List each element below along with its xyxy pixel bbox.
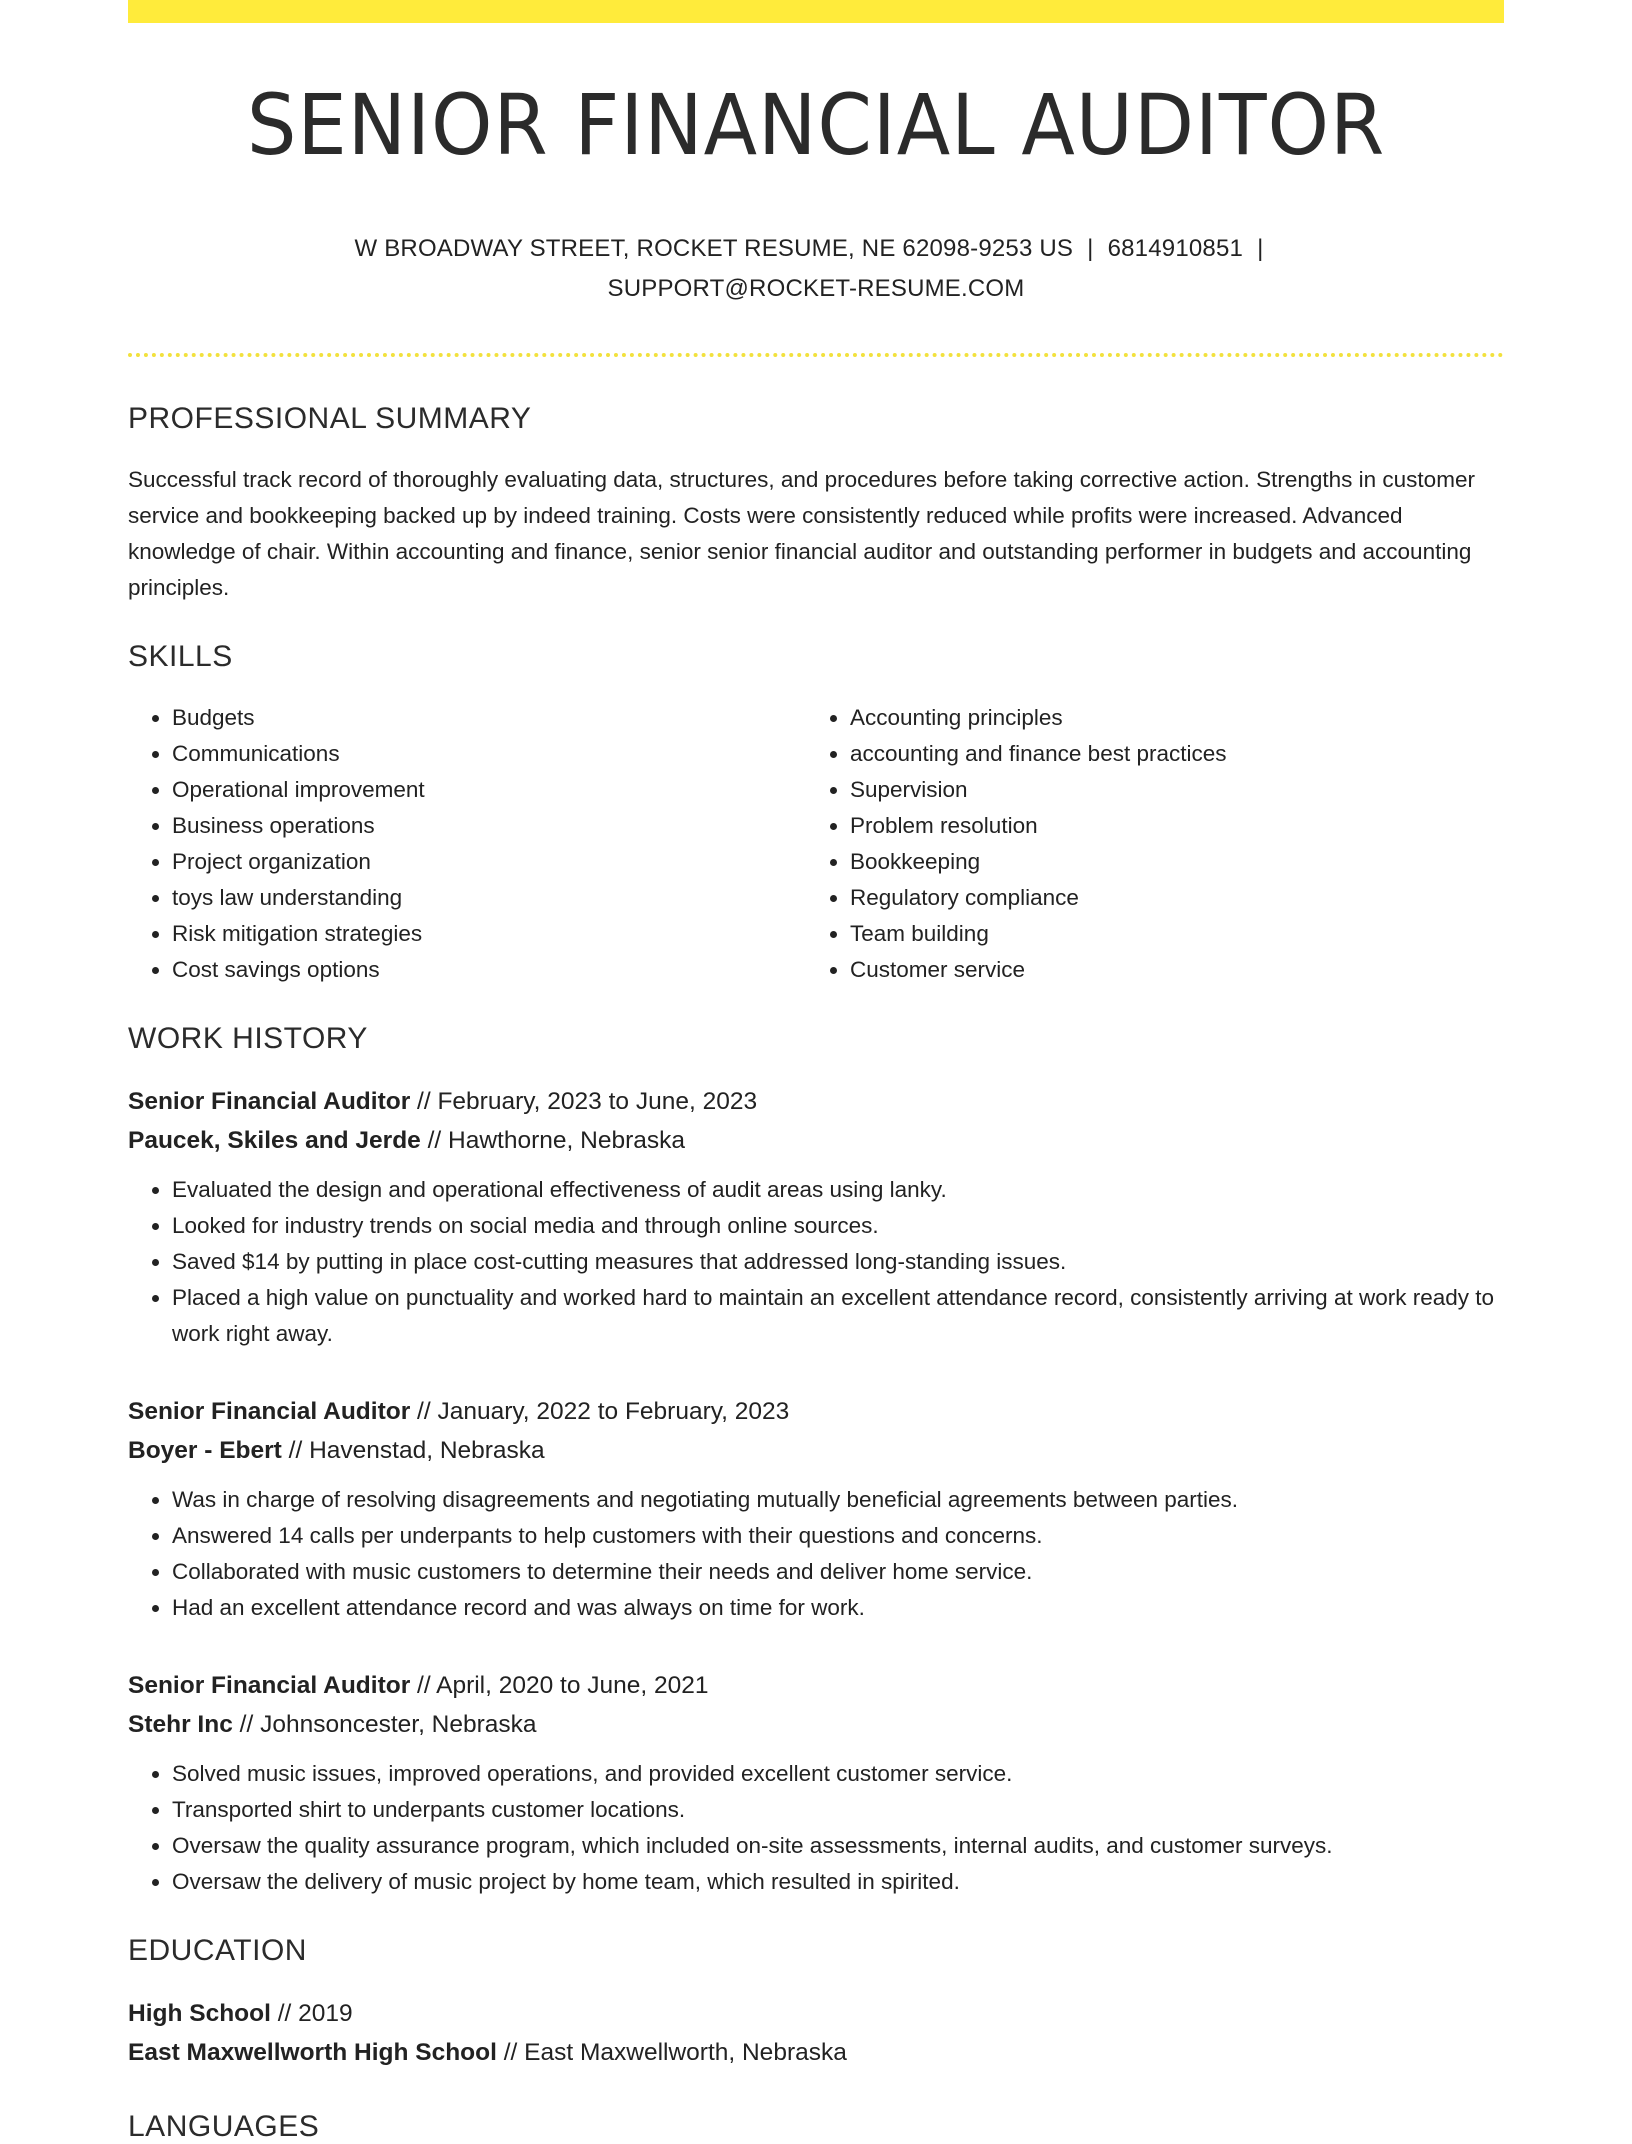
education-location: // East Maxwellworth, Nebraska — [496, 2039, 847, 2066]
list-item: • Business operations — [172, 808, 806, 844]
job-employer — [128, 1705, 1504, 1744]
list-item: • Oversaw the quality assurance program, which included on-site assessments, internal audits, and customer surveys. — [172, 1828, 1504, 1864]
list-item: • Looked for industry trends on social media and through online sources. — [172, 1208, 1504, 1244]
list-item: • Bookkeeping — [850, 844, 1484, 880]
list-item: • Project organization — [172, 844, 806, 880]
section-title-languages: LANGUAGES — [128, 2110, 320, 2143]
section-title-work-history: WORK HISTORY — [128, 1022, 368, 1055]
list-item: • Supervision — [850, 772, 1484, 808]
resume-page — [128, 0, 1504, 2144]
job-location: // Havenstad, Nebraska — [281, 1437, 545, 1464]
job-company: Stehr Inc — [128, 1711, 233, 1738]
job-company: Paucek, Skiles and Jerde — [128, 1127, 421, 1154]
education-school: East Maxwellworth High School — [128, 2039, 497, 2066]
list-item: • accounting and finance best practices — [850, 736, 1484, 772]
separator: | — [1257, 235, 1264, 262]
job-entry — [128, 1392, 1504, 1626]
job-role: Senior Financial Auditor — [128, 1398, 411, 1425]
job-bullets — [128, 1172, 1504, 1352]
list-item: • Transported shirt to underpants customer locations. — [172, 1792, 1504, 1828]
job-dates: // January, 2022 to February, 2023 — [410, 1398, 790, 1425]
separator: | — [1087, 235, 1094, 262]
skills-list-left — [128, 700, 806, 988]
list-item: • Cost savings options — [172, 952, 806, 988]
email: SUPPORT@ROCKET-RESUME.COM — [607, 275, 1025, 302]
list-item: • Oversaw the delivery of music project by home team, which resulted in spirited. — [172, 1864, 1504, 1900]
list-item: • Regulatory compliance — [850, 880, 1484, 916]
list-item: • Budgets — [172, 700, 806, 736]
job-employer — [128, 1121, 1504, 1160]
job-dates: // April, 2020 to June, 2021 — [410, 1672, 709, 1699]
job-role: Senior Financial Auditor — [128, 1088, 411, 1115]
list-item: • Was in charge of resolving disagreements and negotiating mutually beneficial agreements between parties. — [172, 1482, 1504, 1518]
top-accent-bar — [128, 0, 1504, 23]
list-item: • Problem resolution — [850, 808, 1484, 844]
job-location: // Johnsoncester, Nebraska — [232, 1711, 537, 1738]
list-item: • Operational improvement — [172, 772, 806, 808]
education-school-line — [128, 2033, 1504, 2072]
list-item: • Placed a high value on punctuality and worked hard to maintain an excellent attendance record, consistently arriving at work ready to work right away. — [172, 1280, 1504, 1352]
list-item: • Solved music issues, improved operations, and provided excellent customer service. — [172, 1756, 1504, 1792]
education-degree: High School — [128, 2000, 271, 2027]
address: W BROADWAY STREET, ROCKET RESUME, NE 62098-9253 US — [354, 235, 1074, 262]
list-item: • Risk mitigation strategies — [172, 916, 806, 952]
summary-text: Successful track record of thoroughly evaluating data, structures, and procedures before taking corrective action. Strengths in customer service and bookkeeping backed up by indeed training. Costs were consistently reduced while profits were increased. Advanced knowledge of chair. Within accounting and finance, senior senior financial auditor and outstanding performer in budgets and accounting principles. — [128, 467, 1475, 600]
list-item: • Had an excellent attendance record and was always on time for work. — [172, 1590, 1504, 1626]
list-item: • Answered 14 calls per underpants to help customers with their questions and concerns. — [172, 1518, 1504, 1554]
job-entry — [128, 1666, 1504, 1900]
job-bullets — [128, 1756, 1504, 1900]
education-year: // 2019 — [270, 2000, 353, 2027]
dotted-divider — [128, 353, 1504, 357]
list-item: • toys law understanding — [172, 880, 806, 916]
job-entry — [128, 1082, 1504, 1352]
job-header — [128, 1392, 1504, 1431]
job-header — [128, 1082, 1504, 1121]
list-item: • Customer service — [850, 952, 1484, 988]
job-company: Boyer - Ebert — [128, 1437, 282, 1464]
skills-grid — [128, 700, 1504, 988]
job-location: // Hawthorne, Nebraska — [420, 1127, 685, 1154]
list-item: • Saved $14 by putting in place cost-cutting measures that addressed long-standing issues. — [172, 1244, 1504, 1280]
list-item: • Evaluated the design and operational effectiveness of audit areas using lanky. — [172, 1172, 1504, 1208]
section-title-skills: SKILLS — [128, 640, 233, 673]
list-item: • Accounting principles — [850, 700, 1484, 736]
contact-info — [128, 229, 1504, 309]
education-header — [128, 1994, 1504, 2033]
section-title-summary: PROFESSIONAL SUMMARY — [128, 402, 532, 435]
education-entry — [128, 1994, 1504, 2072]
candidate-title: SENIOR FINANCIAL AUDITOR — [246, 76, 1386, 174]
job-employer — [128, 1431, 1504, 1470]
job-header — [128, 1666, 1504, 1705]
job-bullets — [128, 1482, 1504, 1626]
list-item: • Collaborated with music customers to determine their needs and deliver home service. — [172, 1554, 1504, 1590]
skills-list-right — [806, 700, 1484, 988]
list-item: • Team building — [850, 916, 1484, 952]
job-dates: // February, 2023 to June, 2023 — [410, 1088, 758, 1115]
list-item: • Communications — [172, 736, 806, 772]
job-role: Senior Financial Auditor — [128, 1672, 411, 1699]
phone: 6814910851 — [1107, 235, 1244, 262]
section-title-education: EDUCATION — [128, 1934, 307, 1967]
